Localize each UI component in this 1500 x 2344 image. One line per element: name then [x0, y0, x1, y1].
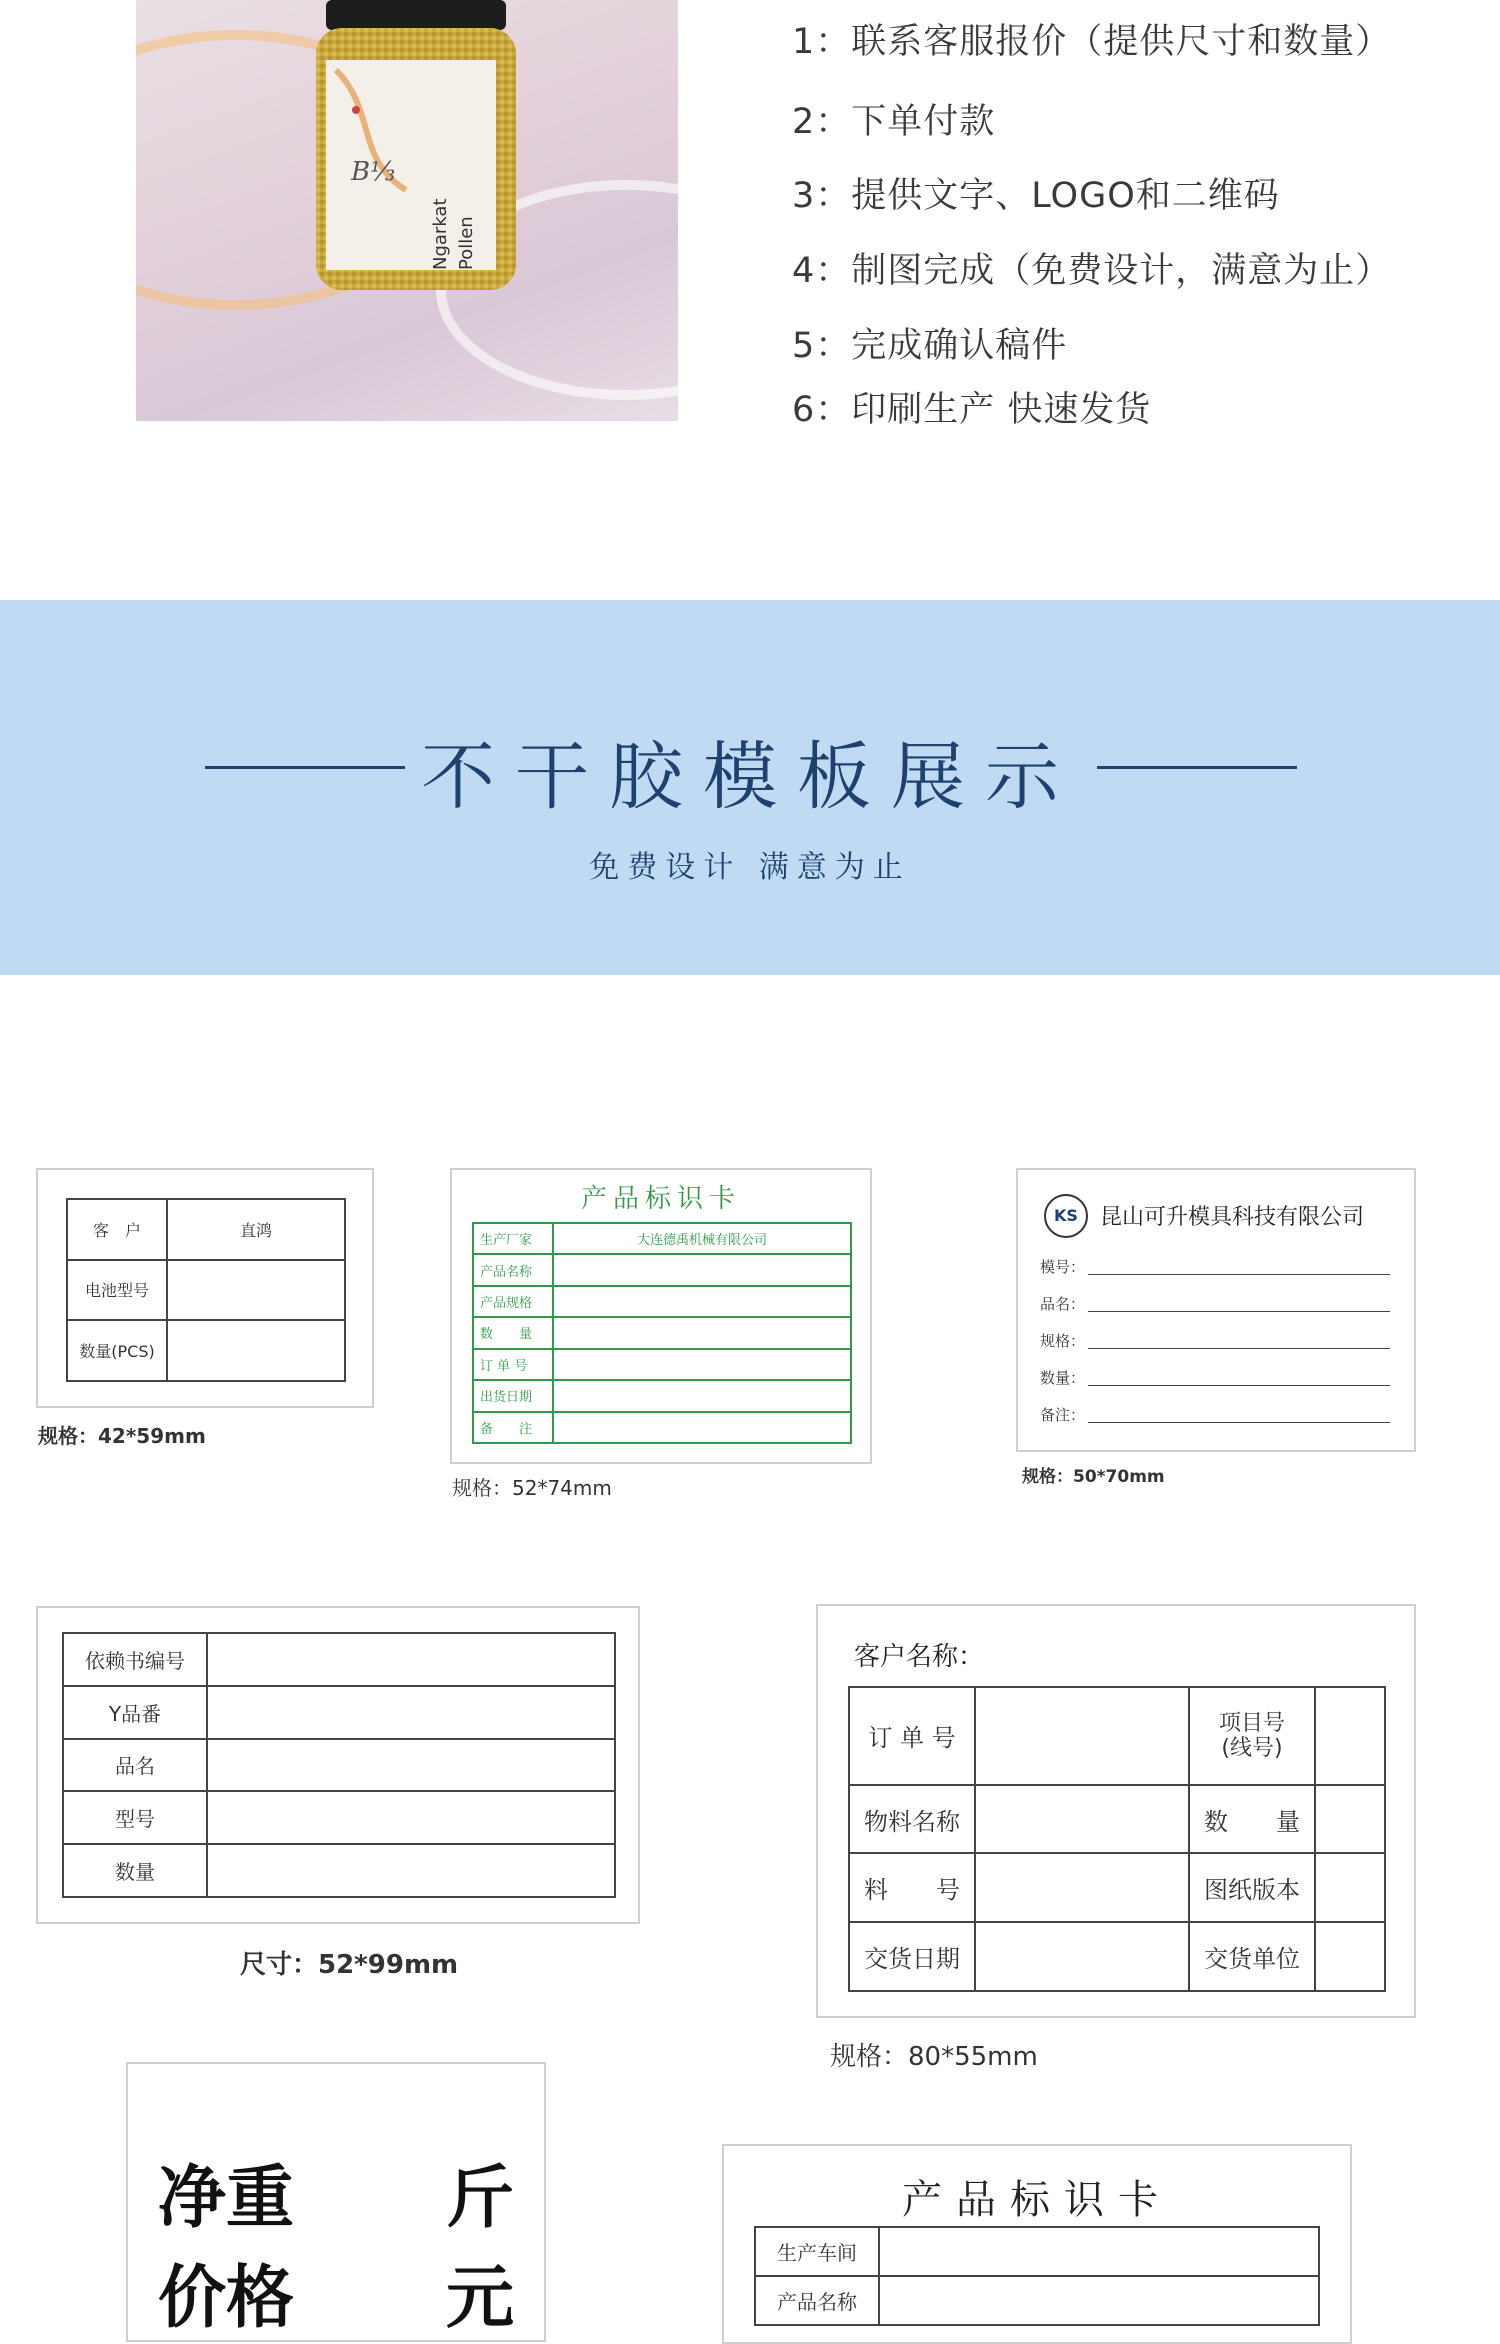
card2-label: 产品名称	[473, 1254, 553, 1285]
card3-underline	[1088, 1422, 1390, 1423]
card5-label: 物料名称	[849, 1785, 975, 1854]
card2-value	[553, 1286, 851, 1317]
card4-value	[207, 1686, 615, 1739]
card7-value	[879, 2276, 1319, 2325]
template-card-6	[126, 2062, 546, 2342]
card4-table	[62, 1632, 616, 1898]
card5-value	[975, 1853, 1189, 1922]
card2-label: 产品规格	[473, 1286, 553, 1317]
card5-value	[1315, 1687, 1385, 1785]
template-card-3	[1016, 1168, 1416, 1452]
card3-field: 备注：	[1040, 1406, 1086, 1424]
card5-table	[848, 1686, 1386, 1992]
card2-value	[553, 1317, 851, 1348]
section-banner	[0, 600, 1500, 975]
card3-field: 模号：	[1040, 1258, 1086, 1276]
card5-label: 项目号 (线号)	[1189, 1687, 1315, 1785]
template-card-2	[450, 1168, 872, 1464]
card4-label: 依赖书编号	[63, 1633, 207, 1686]
card6-unit: 元	[446, 2259, 515, 2338]
card5-value	[1315, 1922, 1385, 1991]
template-card-7	[722, 2144, 1352, 2344]
jar-brand: Ngarkat	[430, 198, 451, 270]
card3-field: 规格：	[1040, 1332, 1086, 1350]
jar-mark: B⅓	[351, 157, 396, 187]
card4-caption: 尺寸：52*99mm	[240, 1950, 459, 1980]
card1-value	[167, 1320, 345, 1381]
card2-label: 出货日期	[473, 1380, 553, 1411]
template-card-1	[36, 1168, 374, 1408]
card4-label: 型号	[63, 1791, 207, 1844]
card7-table	[754, 2226, 1320, 2326]
card3-underline	[1088, 1348, 1390, 1349]
banner-subtitle: 免费设计 满意为止	[589, 850, 911, 885]
card6-unit: 斤	[446, 2159, 515, 2238]
card2-caption: 规格：52*74mm	[452, 1476, 612, 1500]
step-3: 3：提供文字、LOGO和二维码	[792, 176, 1280, 216]
card2-title: 产品标识卡	[580, 1184, 741, 1214]
card2-label: 备 注	[473, 1412, 553, 1443]
card4-label: 数量	[63, 1844, 207, 1897]
card5-value	[975, 1687, 1189, 1785]
step-4: 4：制图完成（免费设计，满意为止）	[792, 251, 1392, 291]
card3-company: 昆山可升模具科技有限公司	[1100, 1205, 1365, 1230]
template-card-5	[816, 1604, 1416, 2018]
card5-value	[975, 1785, 1189, 1854]
card2-label: 生产厂家	[473, 1223, 553, 1254]
card2-table	[472, 1222, 852, 1444]
card7-label: 生产车间	[755, 2227, 879, 2276]
card5-label: 数 量	[1189, 1785, 1315, 1854]
card5-label: 图纸版本	[1189, 1853, 1315, 1922]
step-5: 5：完成确认稿件	[792, 326, 1068, 366]
card6-label: 净重	[158, 2159, 295, 2238]
card1-value: 直鸿	[167, 1199, 345, 1260]
card1-value	[167, 1260, 345, 1321]
card3-underline	[1088, 1274, 1390, 1275]
card2-value	[553, 1254, 851, 1285]
banner-line-right	[1097, 766, 1297, 769]
card6-label: 价格	[158, 2259, 295, 2338]
card5-label: 订 单 号	[849, 1687, 975, 1785]
template-card-4	[36, 1606, 640, 1924]
card3-underline	[1088, 1385, 1390, 1386]
card5-value	[1315, 1785, 1385, 1854]
card5-value	[1315, 1853, 1385, 1922]
card5-caption: 规格：80*55mm	[830, 2042, 1038, 2072]
card3-field: 品名：	[1040, 1295, 1086, 1313]
card4-value	[207, 1633, 615, 1686]
jar-product: Pollen	[456, 216, 477, 270]
card5-label: 交货日期	[849, 1922, 975, 1991]
card4-value	[207, 1844, 615, 1897]
card3-field: 数量：	[1040, 1369, 1086, 1387]
card3-underline	[1088, 1311, 1390, 1312]
card1-table	[66, 1198, 346, 1382]
card1-label: 数量(PCS)	[67, 1320, 167, 1381]
card2-value	[553, 1380, 851, 1411]
card7-title: 产品标识卡	[902, 2177, 1172, 2223]
card3-caption: 规格：50*70mm	[1022, 1467, 1165, 1487]
card5-label: 交货单位	[1189, 1922, 1315, 1991]
card1-caption: 规格：42*59mm	[38, 1424, 206, 1448]
card1-label: 客 户	[67, 1199, 167, 1260]
card4-label: Y品番	[63, 1686, 207, 1739]
step-1: 1：联系客服报价（提供尺寸和数量）	[792, 22, 1392, 62]
card5-customer-label: 客户名称：	[854, 1642, 985, 1672]
ks-logo-icon: KS	[1044, 1194, 1088, 1238]
card2-value	[553, 1412, 851, 1443]
card2-value	[553, 1349, 851, 1380]
card5-value	[975, 1922, 1189, 1991]
card4-label: 品名	[63, 1739, 207, 1792]
card7-value	[879, 2227, 1319, 2276]
card4-value	[207, 1739, 615, 1792]
product-photo	[136, 0, 678, 421]
step-6: 6：印刷生产 快速发货	[792, 390, 1152, 430]
card2-label: 订 单 号	[473, 1349, 553, 1380]
card2-value: 大连德禹机械有限公司	[553, 1223, 851, 1254]
card7-label: 产品名称	[755, 2276, 879, 2325]
card1-label: 电池型号	[67, 1260, 167, 1321]
honey-jar-image	[296, 0, 536, 300]
card5-label: 料 号	[849, 1853, 975, 1922]
card4-value	[207, 1791, 615, 1844]
card2-label: 数 量	[473, 1317, 553, 1348]
banner-title: 不干胶模板展示	[421, 734, 1079, 820]
step-2: 2：下单付款	[792, 102, 996, 142]
